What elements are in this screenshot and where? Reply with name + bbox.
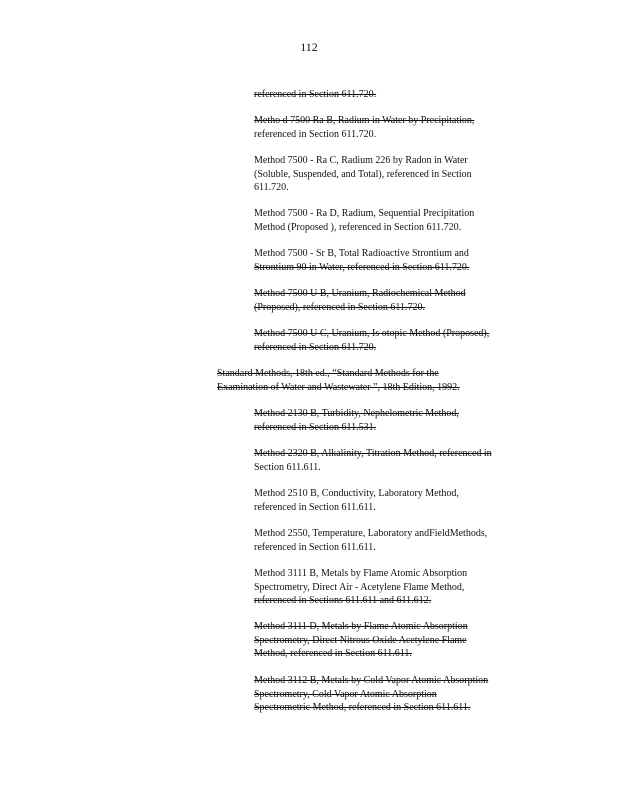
text-line: 611.720. [254,182,289,193]
text-line: referenced in Section 611.720. [254,128,377,140]
struck-text-line: Examination of Water and Wastewater ”, 18th Edition, 1992. [217,381,460,393]
struck-text-line: Spectrometric Method, referenced in Section 611.611. [254,702,471,713]
reference-entry [254,527,544,554]
struck-text-line: Method 7500 U B, Uranium, Radiochemical Method [254,288,466,299]
struck-text-line: Method 3112 B, Metals by Cold Vapor Atomic Absorption [254,675,489,686]
struck-text-line: Method 2130 B, Turbidity, Nephelometric Method, [254,408,459,419]
reference-entry [254,487,544,514]
page-number: 112 [300,40,318,54]
text-line: (Soluble, Suspended, and Total), referenced in Section [254,168,472,180]
text-line: Method 2510 B, Conductivity, Laboratory Method, [254,488,459,499]
struck-text-line: referenced in Sections 611.611 and 611.612. [254,595,432,606]
reference-entry [254,88,544,102]
reference-entry [254,447,544,474]
struck-text-line: Spectrometry, Cold Vapor Atomic Absorption [254,688,437,700]
reference-entry [254,154,544,195]
text-line: Method 7500 - Ra C, Radium 226 by Radon in Water [254,155,468,166]
text-line: Section 611.611. [254,461,321,473]
reference-entry [254,620,544,661]
reference-entry [254,287,544,314]
text-line: referenced in Section 611.611. [254,541,376,553]
text-line: Method 2550, Temperature, Laboratory andFieldMethods, [254,528,488,539]
struck-text-line: Method 7500 U C, Uranium, Is otopic Method (Proposed), [254,328,490,339]
struck-text-line: Standard Methods, 18th ed., “Standard Methods for the [217,368,439,379]
struck-text-line: referenced in Section 611.720. [254,89,377,100]
reference-heading [217,367,507,394]
text-line: referenced in Section 611.611. [254,501,376,513]
reference-entry [254,567,544,608]
text-line: Method 7500 - Sr B, Total Radioactive Strontium and [254,248,469,259]
reference-entry [254,247,544,274]
struck-text-line: referenced in Section 611.720. [254,341,377,353]
struck-text-line: Method 2320 B, Alkalinity, Titration Method, referenced in [254,448,492,459]
struck-text-line: Spectrometry, Direct Nitrous Oxide Acetylene Flame [254,634,467,646]
struck-text-line: referenced in Section 611.531. [254,421,377,433]
struck-text-line: Method 3111 D, Metals by Flame Atomic Absorption [254,621,468,632]
struck-text-line: Method, referenced in Section 611.611. [254,648,412,659]
text-line: Method (Proposed ), referenced in Section 611.720. [254,221,462,233]
reference-entry [254,207,544,234]
reference-entry [254,114,544,141]
struck-text-line: Strontium 90 in Water, referenced in Section 611.720. [254,261,470,273]
struck-text-line: Metho d 7500 Ra B, Radium in Water by Precipitation, [254,115,475,126]
reference-entry [254,674,544,715]
reference-entry [254,327,544,354]
text-line: Spectrometry, Direct Air - Acetylene Flame Method, [254,581,465,593]
struck-text-line: (Proposed), referenced in Section 611.720. [254,301,425,313]
text-line: Method 3111 B, Metals by Flame Atomic Absorption [254,568,468,579]
reference-entry [254,407,544,434]
text-line: Method 7500 - Ra D, Radium, Sequential Precipitation [254,208,475,219]
